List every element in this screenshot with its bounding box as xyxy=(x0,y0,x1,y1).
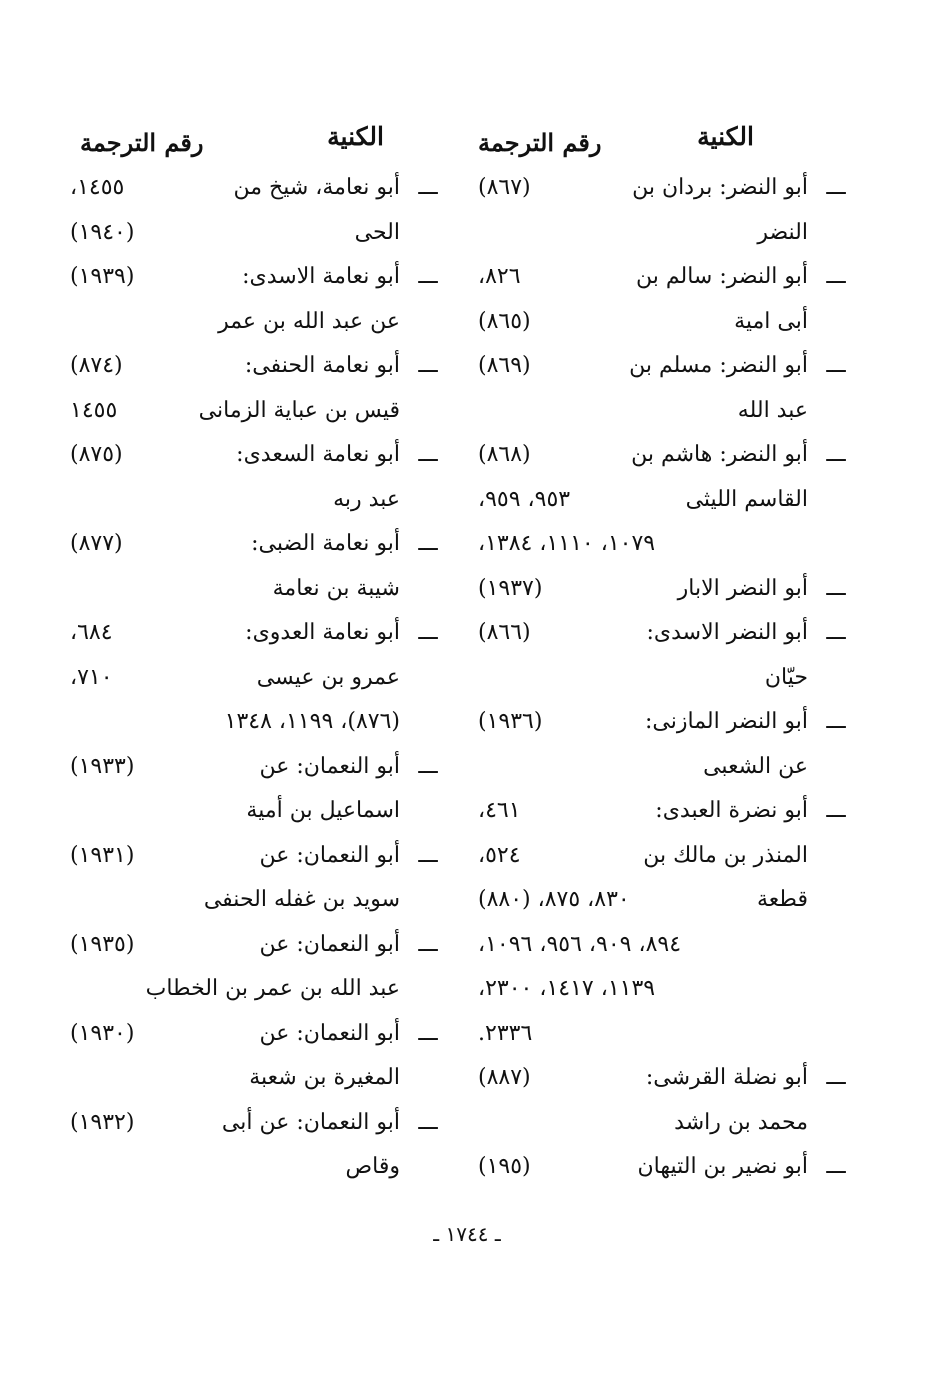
index-entry-line xyxy=(478,967,850,1012)
entry-text xyxy=(245,611,442,656)
index-entry-line xyxy=(478,300,850,345)
entry-number: (١٩٣١) xyxy=(70,842,135,868)
index-entry-line xyxy=(70,878,442,923)
entry-dash: ـــ xyxy=(826,620,846,645)
entry-dash: ـــ xyxy=(418,531,438,556)
entry-number: ٧١٠، xyxy=(70,664,113,690)
kunya-header: الكنية xyxy=(697,122,754,151)
entry-number: ٦٨٤، xyxy=(70,620,113,645)
index-entry-line xyxy=(70,522,442,567)
entry-text xyxy=(225,700,400,745)
entry-text xyxy=(273,567,400,612)
entry-text xyxy=(355,211,400,256)
entry-kunya: أبو نعامة، شيخ من xyxy=(233,175,400,200)
entry-number: ٨٩٤، ٩٠٩، ٩٥٦، ١٠٩٦، xyxy=(478,931,682,957)
index-entry-line xyxy=(478,1012,850,1057)
entry-text xyxy=(686,478,808,523)
entry-dash: ـــ xyxy=(418,620,438,645)
index-entry-line xyxy=(478,789,850,834)
entry-kunya: أبو نعامة الاسدى: xyxy=(242,264,400,289)
index-entry-line xyxy=(70,344,442,389)
entry-kunya: المغيرة بن شعبة xyxy=(249,1065,400,1090)
entry-dash: ـــ xyxy=(826,709,846,734)
entry-kunya: عن عبد الله بن عمر xyxy=(218,308,400,334)
index-entry-line xyxy=(70,478,442,523)
entry-dash: ـــ xyxy=(826,798,846,823)
entry-number: (٨٦٦) xyxy=(478,620,531,645)
entry-kunya: حيّان xyxy=(764,664,808,690)
entry-text xyxy=(346,1145,400,1190)
entry-text xyxy=(646,1056,850,1101)
entry-kunya: عبد الله xyxy=(737,397,808,423)
index-entry-line xyxy=(70,1101,442,1146)
index-entry-line xyxy=(478,255,850,300)
entry-text xyxy=(674,1101,808,1146)
index-entry-line xyxy=(70,967,442,1012)
entry-kunya: (٨٧٦)، ١١٩٩، ١٣٤٨ xyxy=(224,709,400,734)
entry-number: ١٤٥٥ xyxy=(70,397,118,423)
index-entry-line xyxy=(70,923,442,968)
index-entry-line xyxy=(70,567,442,612)
entry-text xyxy=(632,166,850,211)
entry-text xyxy=(245,344,442,389)
entry-number: (١٩٥) xyxy=(478,1154,531,1179)
index-entry-line xyxy=(478,433,850,478)
entry-text xyxy=(757,878,808,923)
entry-kunya: أبو نعامة السعدى: xyxy=(236,442,400,467)
entry-text xyxy=(259,1012,442,1057)
entry-number: (٨٧٥) xyxy=(70,442,123,467)
entry-dash: ـــ xyxy=(826,575,846,601)
entry-dash: ـــ xyxy=(418,842,438,868)
entry-text xyxy=(218,300,400,345)
left-column-header xyxy=(70,110,442,166)
entry-text xyxy=(259,745,442,790)
kunya-header: الكنية xyxy=(327,122,384,151)
entry-dash: ـــ xyxy=(418,175,438,200)
entry-number: (١٩٣٢) xyxy=(70,1109,135,1135)
index-page xyxy=(70,110,850,1250)
entry-text xyxy=(236,433,442,478)
entry-number: (١٩٣٧) xyxy=(478,575,543,601)
left-column xyxy=(70,110,442,1220)
entry-number: ٤٦١، xyxy=(478,798,521,823)
entry-text xyxy=(655,789,850,834)
entry-kunya: سويد بن غفله الحنفى xyxy=(203,887,400,912)
entry-number: (٨٦٥) xyxy=(478,308,531,334)
entry-kunya: محمد بن راشد xyxy=(674,1109,808,1135)
entry-text xyxy=(146,967,400,1012)
entry-dash: ـــ xyxy=(418,264,438,289)
entry-text xyxy=(251,522,442,567)
entry-kunya: أبى امية xyxy=(734,308,808,334)
entry-number: (٨٨٧) xyxy=(478,1065,531,1090)
entry-text xyxy=(333,478,400,523)
entry-kunya: أبو النضر: بردان بن xyxy=(632,175,808,200)
index-entry-line xyxy=(70,300,442,345)
entry-kunya: قطعة xyxy=(757,887,808,912)
entry-kunya: عمرو بن عيسى xyxy=(256,664,400,690)
entry-kunya: عن الشعبى xyxy=(703,753,808,779)
index-entry-line xyxy=(478,478,850,523)
entry-dash: ـــ xyxy=(826,353,846,378)
index-entry-line xyxy=(70,1012,442,1057)
entry-number: ٢٣٣٦. xyxy=(478,1020,533,1046)
right-column-header xyxy=(478,110,850,166)
entry-number: (٨٦٨) xyxy=(478,442,531,467)
entry-number: (١٩٤٠) xyxy=(70,219,135,245)
entry-kunya: أبو نضرة العبدى: xyxy=(655,798,808,823)
entry-number: (١٩٣٦) xyxy=(478,709,543,734)
entry-kunya: أبو النعمان: عن xyxy=(259,931,400,957)
index-entry-line xyxy=(478,344,850,389)
entry-kunya: أبو النضر المازنى: xyxy=(645,709,808,734)
entry-text xyxy=(757,211,808,256)
entry-dash: ـــ xyxy=(418,353,438,378)
entry-text xyxy=(629,344,850,389)
index-entry-line xyxy=(478,211,850,256)
index-entry-line xyxy=(478,1145,850,1190)
entry-number: (١٩٣٩) xyxy=(70,264,135,289)
entry-kunya: النضر xyxy=(757,219,808,245)
entry-text xyxy=(246,789,400,834)
index-entry-line xyxy=(478,166,850,211)
entry-number: ٩٥٣، ٩٥٩، xyxy=(478,486,571,512)
entry-kunya: أبو النعمان: عن xyxy=(259,753,400,779)
entry-text xyxy=(643,834,808,879)
index-entry-line xyxy=(478,923,850,968)
entry-text xyxy=(678,567,850,612)
translation-number-header: رقم الترجمة xyxy=(478,128,602,157)
entry-kunya: أبو نضير بن التيهان xyxy=(637,1154,808,1179)
index-entry-line xyxy=(70,1056,442,1101)
entry-dash: ـــ xyxy=(418,442,438,467)
entry-kunya: شيبة بن نعامة xyxy=(272,575,400,601)
entry-kunya: أبو نعامة الضبى: xyxy=(251,531,400,556)
entry-number: ١٤٥٥، xyxy=(70,175,125,200)
entry-number: ٨٣٠، ٨٧٥، (٨٨٠) xyxy=(478,887,630,912)
entry-number: ٥٢٤، xyxy=(478,842,521,868)
entry-text xyxy=(734,300,808,345)
index-entry-line xyxy=(70,255,442,300)
entry-kunya: أبو النعمان: عن xyxy=(259,842,400,868)
entry-kunya: أبو النعمان: عن أبى xyxy=(221,1109,400,1135)
entry-dash: ـــ xyxy=(826,1154,846,1179)
entry-number: ٨٢٦، xyxy=(478,264,521,289)
entry-text xyxy=(222,1101,442,1146)
entry-number: (١٩٣٥) xyxy=(70,931,135,957)
entry-kunya: أبو النضر: سالم بن xyxy=(635,264,808,289)
index-entry-line xyxy=(70,700,442,745)
entry-number: (١٩٣٣) xyxy=(70,753,135,779)
entry-text xyxy=(242,255,442,300)
entry-kunya: أبو النضر: مسلم بن xyxy=(629,353,808,378)
entry-number: (٨٦٩) xyxy=(478,353,531,378)
index-entry-line xyxy=(478,522,850,567)
entry-kunya: القاسم الليثى xyxy=(685,486,808,512)
entry-number: ١٠٧٩، ١١١٠، ١٣٨٤، xyxy=(478,531,656,556)
index-entry-line xyxy=(70,389,442,434)
entry-kunya: أبو النضر: هاشم بن xyxy=(631,442,808,467)
entry-dash: ـــ xyxy=(826,442,846,467)
entry-kunya: أبو النضر الاسدى: xyxy=(646,620,808,645)
index-entry-line xyxy=(478,878,850,923)
entry-kunya: قيس بن عباية الزمانى xyxy=(198,397,400,423)
entry-text xyxy=(637,1145,850,1190)
index-entry-line xyxy=(478,700,850,745)
entry-kunya: أبو النعمان: عن xyxy=(259,1020,400,1046)
index-entry-line xyxy=(70,745,442,790)
entry-text xyxy=(259,834,442,879)
index-entry-line xyxy=(70,834,442,879)
entry-dash: ـــ xyxy=(826,264,846,289)
index-entry-line xyxy=(478,389,850,434)
index-entry-line xyxy=(70,789,442,834)
entry-kunya: أبو نعامة الحنفى: xyxy=(244,353,400,378)
entry-number: (٨٦٧) xyxy=(478,175,531,200)
entry-dash: ـــ xyxy=(418,1020,438,1046)
entry-dash: ـــ xyxy=(418,931,438,957)
entry-kunya: أبو نعامة العدوى: xyxy=(245,620,400,645)
index-entry-line xyxy=(478,1101,850,1146)
index-entry-line xyxy=(478,1056,850,1101)
entry-dash: ـــ xyxy=(826,175,846,200)
index-entry-line xyxy=(70,656,442,701)
entry-text xyxy=(636,255,850,300)
entry-kunya: اسماعيل بن أمية xyxy=(246,798,400,823)
entry-dash: ـــ xyxy=(418,753,438,779)
entry-text xyxy=(738,389,808,434)
entry-text xyxy=(204,878,400,923)
index-entry-line xyxy=(478,656,850,701)
entry-text xyxy=(249,1056,400,1101)
translation-number-header: رقم الترجمة xyxy=(80,128,204,157)
index-entry-line xyxy=(70,166,442,211)
entry-text xyxy=(199,389,400,434)
entry-kunya: الحى xyxy=(354,219,400,245)
index-entry-line xyxy=(478,567,850,612)
entry-dash: ـــ xyxy=(418,1109,438,1135)
index-entry-line xyxy=(478,611,850,656)
index-entry-line xyxy=(70,1145,442,1190)
index-entry-line xyxy=(70,211,442,256)
entry-text xyxy=(257,656,400,701)
index-entry-line xyxy=(478,745,850,790)
entry-kunya: عبد الله بن عمر بن الخطاب xyxy=(145,976,400,1001)
entry-number: ١١٣٩، ١٤١٧، ٢٣٠٠، xyxy=(478,976,656,1001)
entry-text xyxy=(233,166,442,211)
entry-text xyxy=(765,656,808,701)
index-entry-line xyxy=(70,433,442,478)
entry-number: (٨٧٧) xyxy=(70,531,123,556)
entry-kunya: أبو نضلة القرشى: xyxy=(645,1065,808,1090)
index-entry-line xyxy=(70,611,442,656)
entry-text xyxy=(631,433,850,478)
entry-kunya: المنذر بن مالك بن xyxy=(643,842,808,868)
entry-text xyxy=(703,745,808,790)
entry-kunya: وقاص xyxy=(345,1154,400,1179)
entry-text xyxy=(259,923,442,968)
right-column xyxy=(478,110,850,1220)
entry-kunya: عبد ربه xyxy=(333,486,400,512)
entry-kunya: أبو النضر الابار xyxy=(677,575,808,601)
entry-text xyxy=(646,611,850,656)
entry-text xyxy=(645,700,850,745)
entry-number: (١٩٣٠) xyxy=(70,1020,135,1046)
page-number: ـ ١٧٤٤ ـ xyxy=(433,1222,501,1246)
index-entry-line xyxy=(478,834,850,879)
entry-number: (٨٧٤) xyxy=(70,353,123,378)
entry-dash: ـــ xyxy=(826,1065,846,1090)
